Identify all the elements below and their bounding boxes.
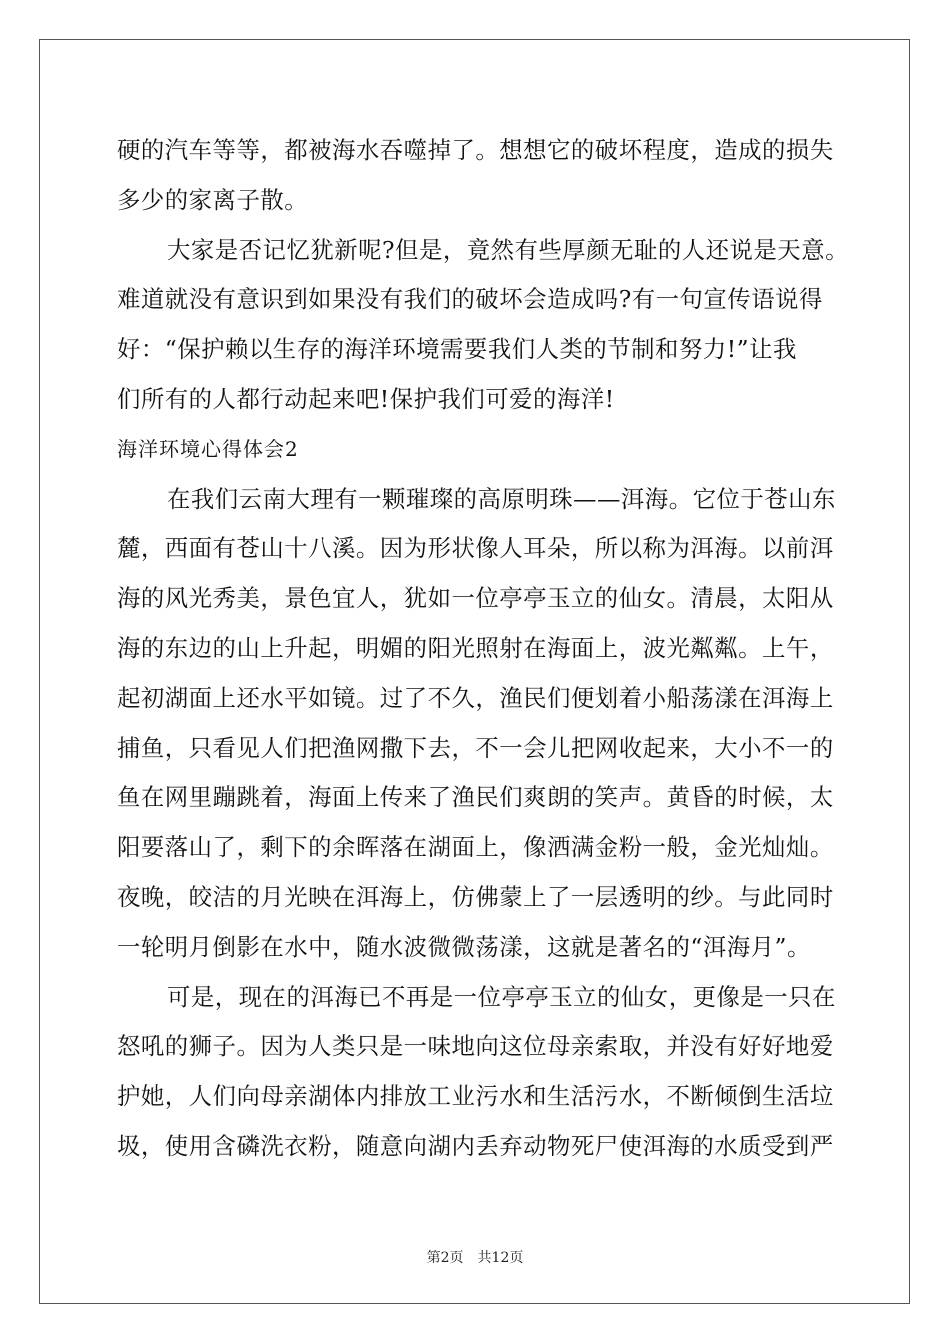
text-line: 们所有的人都行动起来吧!保护我们可爱的海洋! (117, 384, 615, 413)
page-number: 第2页 共12页 (426, 1250, 524, 1266)
text-line: 多少的家离子散。 (117, 185, 309, 214)
text-line: 麓，西面有苍山十八溪。因为形状像人耳朵，所以称为洱海。以前洱 (117, 534, 834, 563)
text-line: 难道就没有意识到如果没有我们的破坏会造成吗?有一句宣传语说得 (117, 285, 823, 314)
document-body (117, 126, 847, 1172)
text-line: 起初湖面上还水平如镜。过了不久，渔民们便划着小船荡漾在洱海上 (117, 683, 834, 712)
text-line: 护她，人们向母亲湖体内排放工业污水和生活污水，不断倾倒生活垃 (117, 1082, 834, 1111)
text-line: 海的风光秀美，景色宜人，犹如一位亭亭玉立的仙女。清晨，太阳从 (117, 584, 834, 613)
paragraph-start: 在我们云南大理有一颗璀璨的高原明珠——洱海。它位于苍山东 (167, 484, 836, 513)
text-line: 海的东边的山上升起，明媚的阳光照射在海面上，波光粼粼。上午， (117, 633, 834, 662)
text-line: 一轮明月倒影在水中，随水波微微荡漾，这就是著名的“洱海月”。 (117, 932, 811, 961)
text-line: 捕鱼，只看见人们把渔网撒下去，不一会儿把网收起来，大小不一的 (117, 733, 834, 762)
text-line: 怒吼的狮子。因为人类只是一味地向这位母亲索取，并没有好好地爱 (117, 1032, 834, 1061)
paragraph-start: 大家是否记忆犹新呢?但是，竟然有些厚颜无耻的人还说是天意。 (167, 235, 849, 264)
text-line: 鱼在网里蹦跳着，海面上传来了渔民们爽朗的笑声。黄昏的时候，太 (117, 783, 834, 812)
text-line: 好：“保护赖以生存的海洋环境需要我们人类的节制和努力!”让我 (117, 335, 797, 364)
text-line: 硬的汽车等等，都被海水吞噬掉了。想想它的破坏程度，造成的损失 (117, 136, 834, 164)
section-heading: 海洋环境心得体会2 (117, 436, 299, 461)
text-line: 圾，使用含磷洗衣粉，随意向湖内丢弃动物死尸使洱海的水质受到严 (117, 1131, 834, 1160)
paragraph-start: 可是，现在的洱海已不再是一位亭亭玉立的仙女，更像是一只在 (167, 982, 836, 1011)
text-line: 阳要落山了，剩下的余晖落在湖面上，像洒满金粉一般，金光灿灿。 (117, 833, 834, 862)
text-line: 夜晚，皎洁的月光映在洱海上，仿佛蒙上了一层透明的纱。与此同时 (117, 882, 834, 911)
